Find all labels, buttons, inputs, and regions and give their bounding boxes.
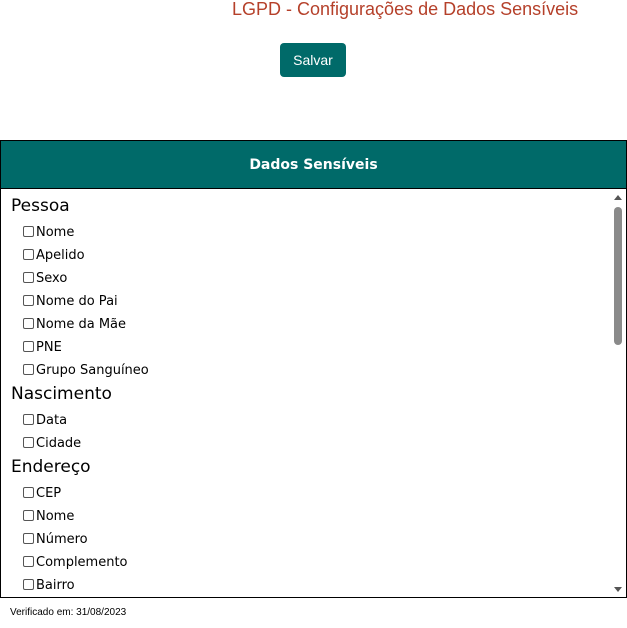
field-row[interactable]: [11, 221, 610, 244]
group-title-pessoa: Pessoa: [11, 196, 70, 216]
sensitive-data-panel: [0, 140, 627, 598]
group-title-nascimento: Nascimento: [11, 384, 112, 404]
checkbox[interactable]: [23, 364, 34, 375]
field-label: Nome: [36, 224, 75, 240]
checkbox[interactable]: [23, 272, 34, 283]
field-row[interactable]: [11, 409, 610, 432]
chevron-down-icon[interactable]: [614, 587, 622, 592]
field-label: Grupo Sanguíneo: [36, 362, 149, 378]
panel-header: [1, 141, 626, 189]
field-row[interactable]: [11, 528, 610, 551]
field-label: Nome do Pai: [36, 293, 118, 309]
field-label: Nome: [36, 508, 75, 524]
field-row[interactable]: [11, 482, 610, 505]
field-label: Bairro: [36, 577, 75, 593]
field-label: Nome da Mãe: [36, 316, 127, 332]
verified-date: Verificado em: 31/08/2023: [10, 607, 127, 618]
field-row[interactable]: [11, 290, 610, 313]
field-label: Apelido: [36, 247, 85, 263]
checkbox[interactable]: [23, 341, 34, 352]
field-label: Cidade: [36, 435, 82, 451]
field-label: Complemento: [36, 554, 128, 570]
save-button[interactable]: Salvar: [280, 43, 346, 77]
field-list: [11, 195, 610, 597]
field-label: Data: [36, 412, 68, 428]
field-label: CEP: [36, 485, 62, 501]
field-row[interactable]: [11, 336, 610, 359]
checkbox[interactable]: [23, 487, 34, 498]
field-row[interactable]: [11, 359, 610, 382]
field-label: PNE: [36, 339, 62, 355]
field-row[interactable]: [11, 551, 610, 574]
scrollbar-thumb[interactable]: [614, 207, 622, 345]
field-row[interactable]: [11, 244, 610, 267]
checkbox[interactable]: [23, 437, 34, 448]
checkbox[interactable]: [23, 579, 34, 590]
field-row[interactable]: [11, 432, 610, 455]
checkbox[interactable]: [23, 249, 34, 260]
panel-title: Dados Sensíveis: [249, 156, 378, 173]
field-row[interactable]: [11, 505, 610, 528]
field-row[interactable]: [11, 574, 610, 597]
checkbox[interactable]: [23, 295, 34, 306]
scroll-area[interactable]: [1, 189, 626, 597]
vertical-scrollbar[interactable]: [611, 189, 626, 597]
field-row[interactable]: [11, 267, 610, 290]
group-title-endereco: Endereço: [11, 457, 91, 477]
field-label: Número: [36, 531, 88, 547]
field-row[interactable]: [11, 313, 610, 336]
field-label: Sexo: [36, 270, 68, 286]
page-title: LGPD - Configurações de Dados Sensíveis: [232, 0, 579, 19]
chevron-up-icon[interactable]: [614, 195, 622, 200]
checkbox[interactable]: [23, 510, 34, 521]
checkbox[interactable]: [23, 318, 34, 329]
checkbox[interactable]: [23, 226, 34, 237]
checkbox[interactable]: [23, 414, 34, 425]
checkbox[interactable]: [23, 533, 34, 544]
checkbox[interactable]: [23, 556, 34, 567]
